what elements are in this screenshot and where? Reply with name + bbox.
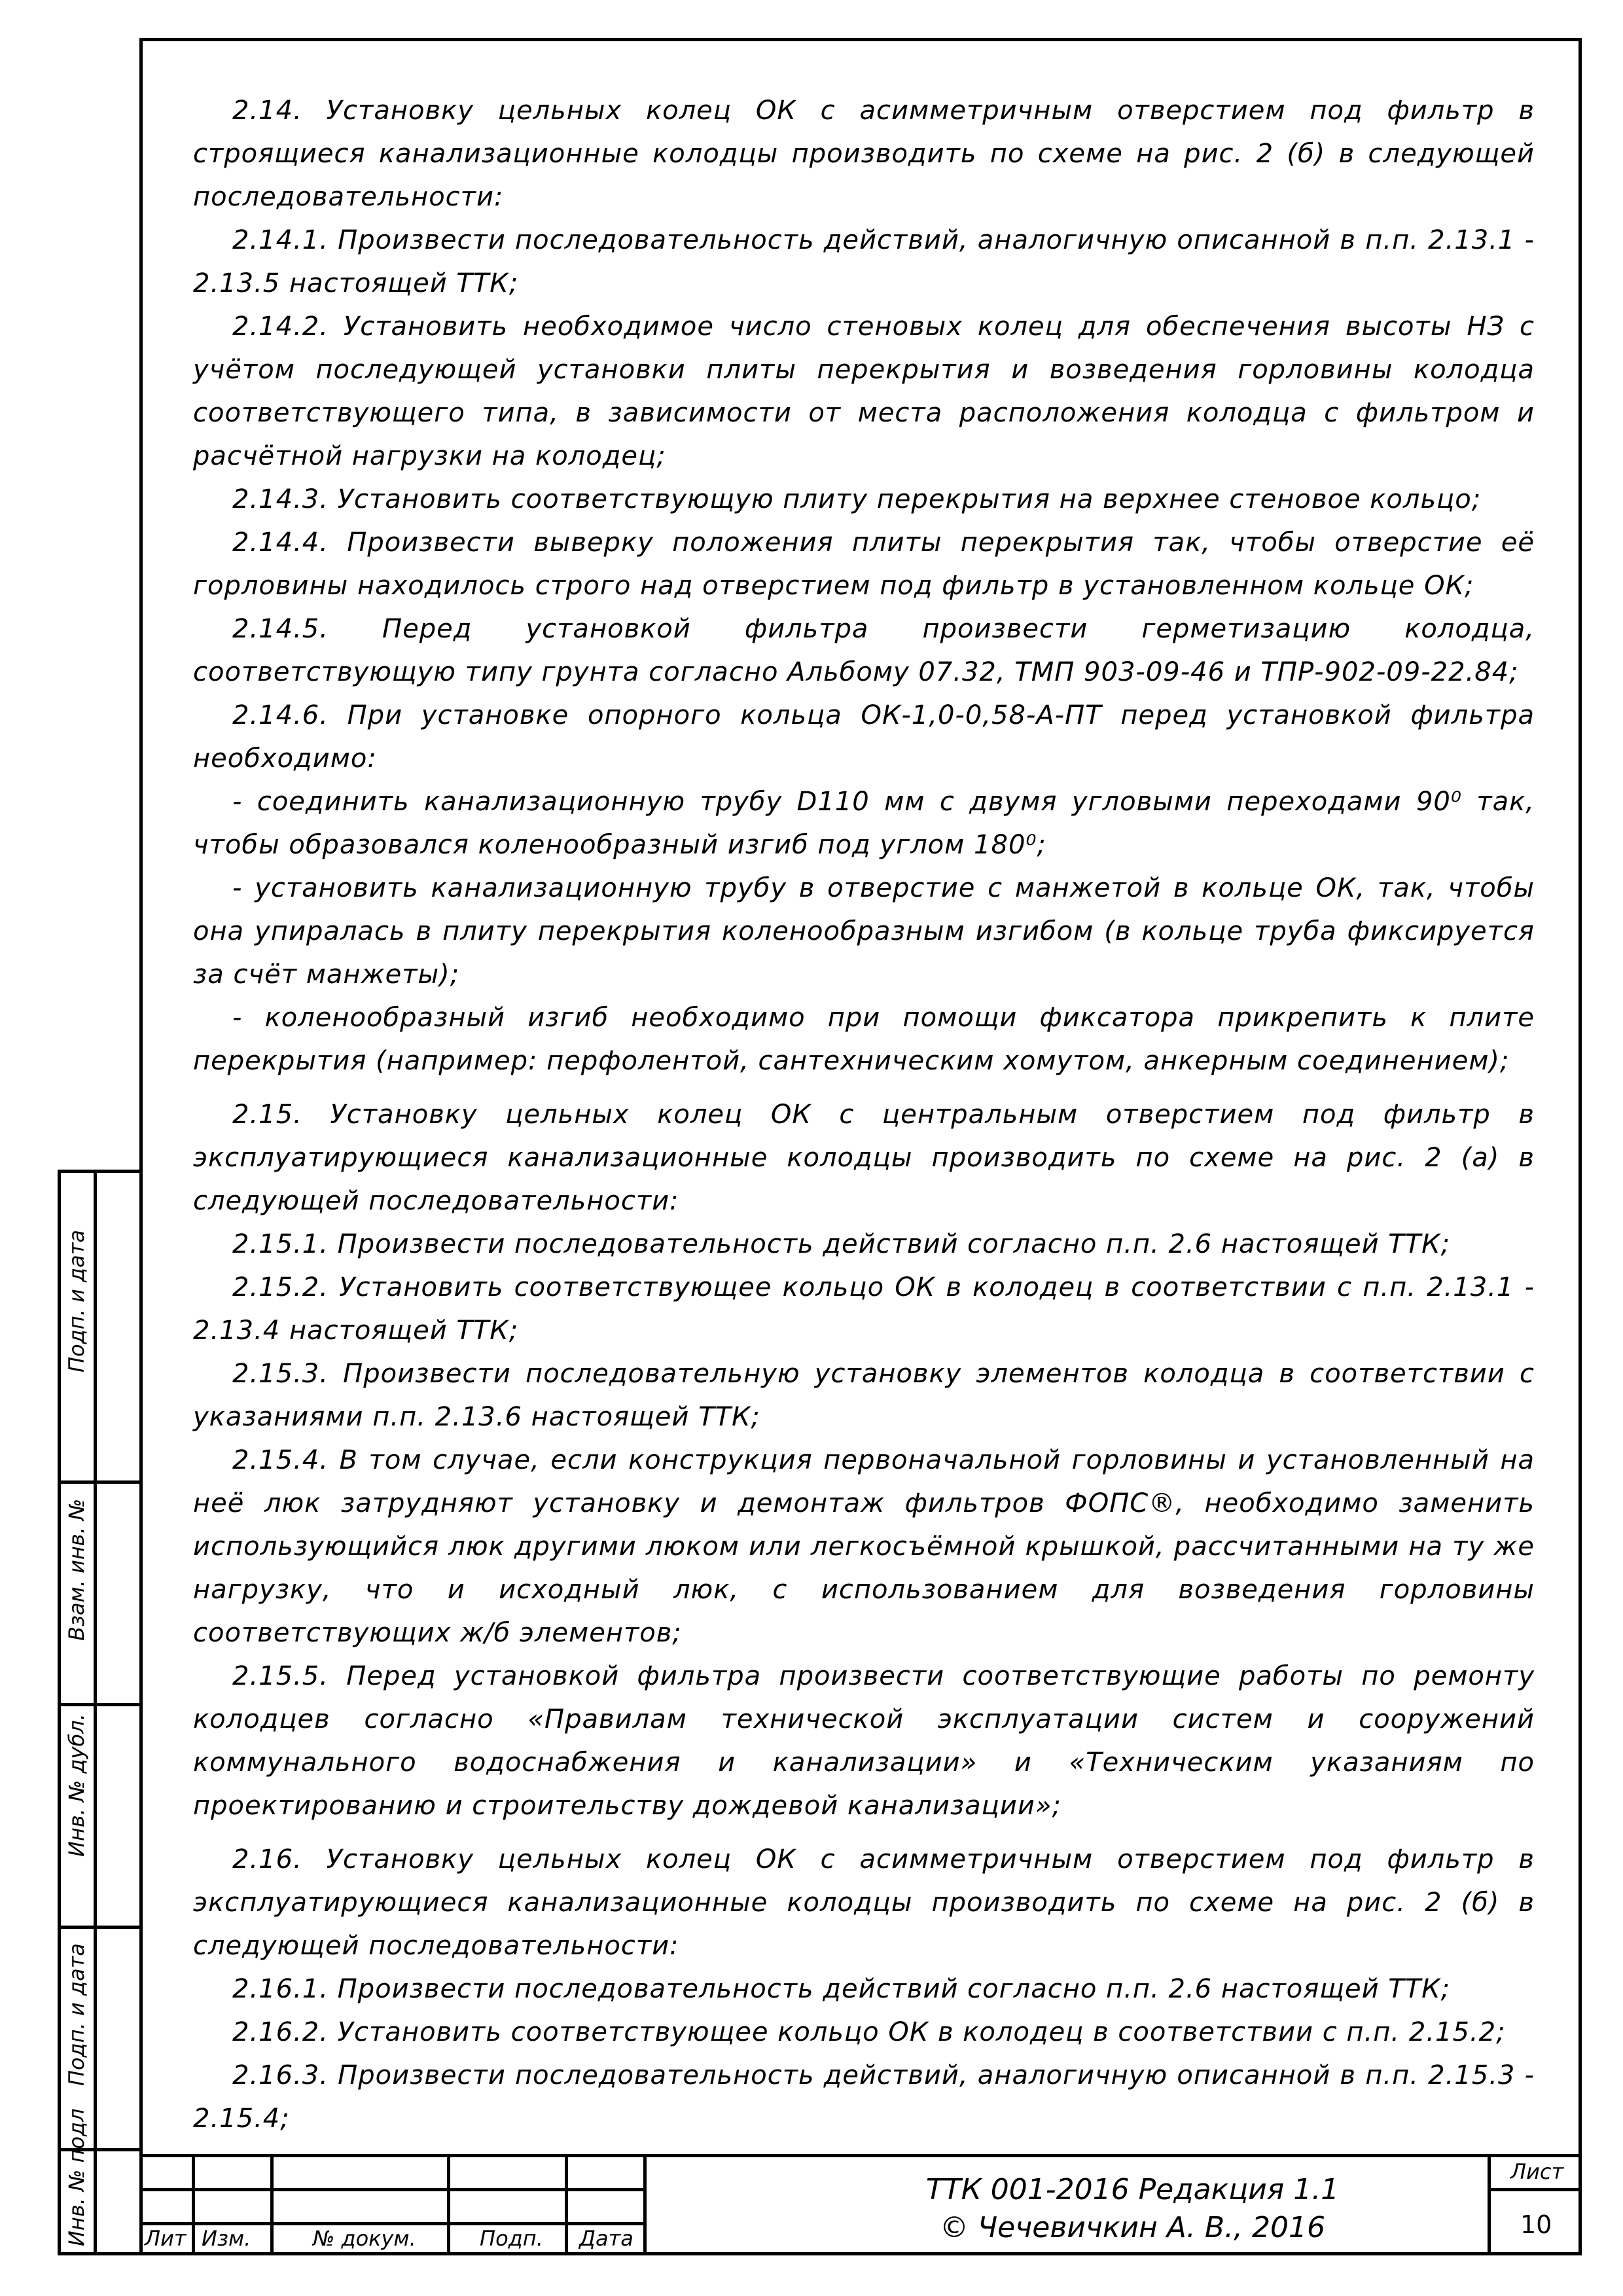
stamp-line	[270, 2154, 274, 2255]
paragraph: 2.14.2. Установить необходимое число стеновых колец для обеспечения высоты НЗ с учётом последующей установки плиты перекрытия и возведения горловины колодца соответствующего типа, в зависимости от места расположения колодца с фильтром и расчётной нагрузки на колодец;	[193, 312, 1535, 471]
paragraph: 2.14.6. При установке опорного кольца ОК-1,0-0,58-А-ПТ перед установкой фильтра необходимо:	[193, 700, 1535, 774]
paragraph: 2.15.3. Произвести последовательную установку элементов колодца в соответствии с указаниями п.п. 2.13.6 настоящей ТТК;	[193, 1359, 1535, 1432]
stamp-line	[643, 2154, 647, 2255]
paragraph: 2.14.4. Произвести выверку положения плиты перекрытия так, чтобы отверстие её горловины находилось строго над отверстием под фильтр в установленном кольце ОК;	[193, 528, 1535, 601]
side-label-inv-dubl: Инв. № дубл.	[64, 1713, 89, 1857]
paragraph: 2.16.1. Произвести последовательность действий согласно п.п. 2.6 настоящей ТТК;	[232, 1974, 1451, 2004]
paragraph: 2.15.2. Установить соответствующее кольцо ОК в колодец в соответствии с п.п. 2.13.1 - 2.13.4 настоящей ТТК;	[193, 1272, 1535, 1346]
side-label-podp-data: Подп. и дата	[64, 1230, 89, 1372]
stamp-line	[1488, 2188, 1582, 2191]
paragraph: 2.16.3. Произвести последовательность действий, аналогичную описанной в п.п. 2.15.3 - 2.15.4;	[193, 2060, 1535, 2134]
stamp-line	[447, 2154, 450, 2255]
stamp-title-line2: © Чечевичкин А. В., 2016	[940, 2211, 1325, 2244]
paragraph: 2.14.5. Перед установкой фильтра произвести герметизацию колодца, соответствующую типу грунта согласно Альбому 07.32, ТМП 903-09-46 и ТПР-902-09-22.84;	[193, 614, 1535, 687]
stamp-line	[1488, 2154, 1491, 2255]
paragraph: - коленообразный изгиб необходимо при помощи фиксатора прикрепить к плите перекрытия (например: перфолентой, сантехническим хомутом, анкерным соединением);	[193, 1003, 1535, 1076]
side-label-vzam-inv: Взам. инв. №	[64, 1498, 89, 1641]
stamp-lit: Лит	[145, 2226, 187, 2251]
stamp-data: Дата	[579, 2226, 633, 2251]
title-block	[139, 2154, 1582, 2255]
paragraph: 2.14.1. Произвести последовательность действий, аналогичную описанной в п.п. 2.13.1 - 2.13.5 настоящей ТТК;	[193, 225, 1535, 298]
stamp-list-number: 10	[1520, 2210, 1552, 2239]
side-stamp	[58, 1170, 139, 2255]
paragraph: 2.15.1. Произвести последовательность действий согласно п.п. 2.6 настоящей ТТК;	[232, 1229, 1451, 1259]
side-label-podp-data: Подп. и дата	[64, 1943, 89, 2086]
side-label-inv-podl: Инв. № подл	[64, 2108, 89, 2246]
paragraph: 2.15.4. В том случае, если конструкция первоначальной горловины и установленный на неё люк затрудняют установку и демонтаж фильтров ФОПС®, необходимо заменить использующийся люк другими люком или легкосъёмной крышкой, рассчитанными на ту же нагрузку, что и исходный люк, с использованием для возведения горловины соответствующих ж/б элементов;	[193, 1445, 1535, 1648]
paragraph: 2.16.2. Установить соответствующее кольцо ОК в колодец в соответствии с п.п. 2.15.2;	[232, 2017, 1506, 2047]
paragraph: 2.15. Установку цельных колец ОК с центральным отверстием под фильтр в эксплуатирующиеся канализационные колодцы производить по схеме на рис. 2 (а) в следующей последовательности:	[193, 1100, 1535, 1216]
stamp-podp: Подп.	[480, 2226, 543, 2251]
stamp-list-label: Лист	[1510, 2159, 1564, 2184]
paragraph: - соединить канализационную трубу D110 мм с двумя угловыми переходами 90⁰ так, чтобы образовался коленообразный изгиб под углом 180⁰;	[193, 787, 1535, 860]
stamp-title-line1: ТТК 001-2016 Редакция 1.1	[925, 2173, 1340, 2206]
paragraph: 2.14.3. Установить соответствующую плиту перекрытия на верхнее стеновое кольцо;	[232, 484, 1482, 514]
paragraph: 2.15.5. Перед установкой фильтра произвести соответствующие работы по ремонту колодцев согласно «Правилам технической эксплуатации систем и сооружений коммунального водоснабжения и канализации» и «Техническим указаниям по проектированию и строительству дождевой канализации»;	[193, 1661, 1535, 1821]
paragraph: 2.16. Установку цельных колец ОК с асимметричным отверстием под фильтр в эксплуатирующиеся канализационные колодцы производить по схеме на рис. 2 (б) в следующей последовательности:	[193, 1844, 1535, 1961]
stamp-line	[139, 2154, 1582, 2157]
stamp-line	[565, 2154, 568, 2255]
stamp-line	[192, 2154, 195, 2255]
paragraph: 2.14. Установку цельных колец ОК с асимметричным отверстием под фильтр в строящиеся канализационные колодцы производить по схеме на рис. 2 (б) в следующей последовательности:	[193, 96, 1535, 212]
stamp-n-dokum: № докум.	[313, 2226, 416, 2251]
stamp-izm: Изм.	[202, 2226, 251, 2251]
side-divider	[94, 1170, 97, 2255]
document-body	[193, 89, 1535, 2140]
paragraph: - установить канализационную трубу в отверстие с манжетой в кольце ОК, так, чтобы она упиралась в плиту перекрытия коленообразным изгибом (в кольце труба фиксируется за счёт манжеты);	[193, 873, 1535, 990]
